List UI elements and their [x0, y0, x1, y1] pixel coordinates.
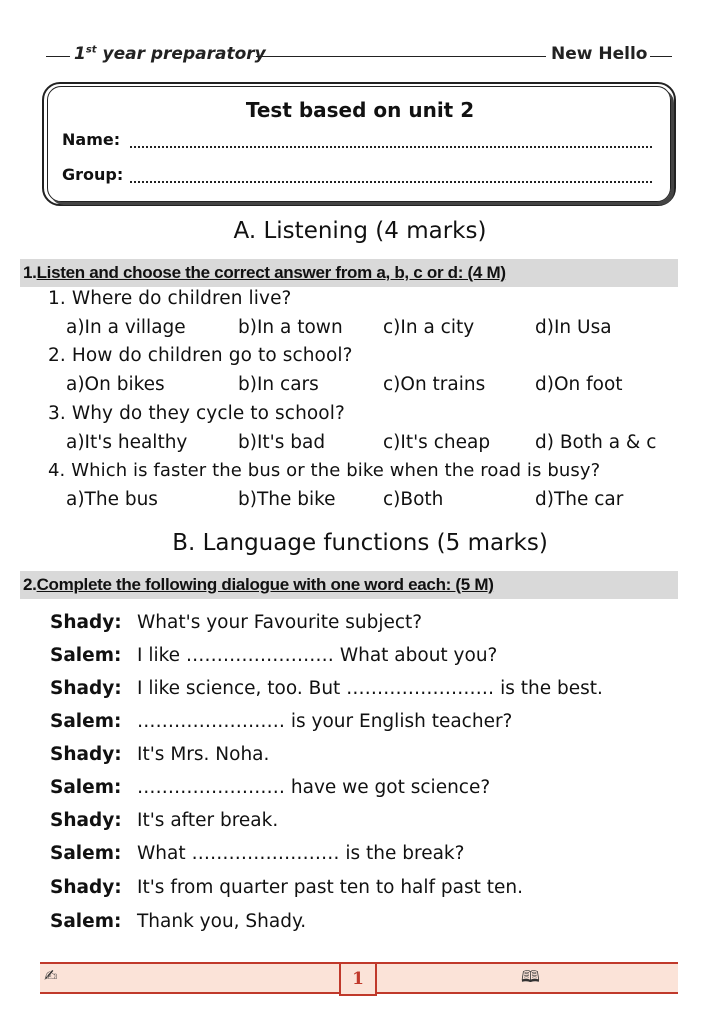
- speaker: Shady:: [50, 810, 122, 831]
- question-1: 1. Where do children live?: [48, 288, 292, 309]
- dialogue-line[interactable]: What …………………… is the break?: [137, 843, 465, 864]
- speaker: Salem:: [50, 645, 122, 666]
- dialogue-line: It's Mrs. Noha.: [137, 744, 270, 765]
- name-label: Name:: [62, 130, 121, 149]
- option-3b[interactable]: b)It's bad: [238, 432, 326, 453]
- option-1b[interactable]: b)In a town: [238, 317, 343, 338]
- group-label: Group:: [62, 165, 124, 184]
- option-1a[interactable]: a)In a village: [66, 317, 186, 338]
- name-field[interactable]: [130, 146, 652, 148]
- header-rule-right: [650, 56, 672, 57]
- option-1d[interactable]: d)In Usa: [535, 317, 612, 338]
- instruction-text: Complete the following dialogue with one word each: (5 M): [36, 575, 494, 594]
- instruction-bar-1: [20, 259, 678, 287]
- option-3c[interactable]: c)It's cheap: [383, 432, 491, 453]
- speaker: Salem:: [50, 911, 122, 932]
- dialogue-line[interactable]: I like …………………… What about you?: [137, 645, 498, 666]
- grade-label: 1st year preparatory: [74, 44, 266, 64]
- section-b-title: B. Language functions (5 marks): [172, 530, 548, 556]
- dialogue-line: Thank you, Shady.: [137, 911, 307, 932]
- group-field[interactable]: [130, 181, 652, 183]
- dialogue-line: It's from quarter past ten to half past ten.: [137, 877, 524, 898]
- instruction-bar-2: [20, 571, 678, 599]
- option-4b[interactable]: b)The bike: [238, 489, 336, 510]
- header-rule-middle: [256, 56, 546, 57]
- option-2b[interactable]: b)In cars: [238, 374, 319, 395]
- option-2a[interactable]: a)On bikes: [66, 374, 165, 395]
- instruction-text: Listen and choose the correct answer from a, b, c or d: (4 M): [36, 263, 506, 282]
- speaker: Salem:: [50, 777, 122, 798]
- page-number: 1: [339, 962, 377, 996]
- book-title: New Hello: [551, 44, 648, 64]
- speaker: Shady:: [50, 612, 122, 633]
- question-2: 2. How do children go to school?: [48, 345, 353, 366]
- section-a-title: A. Listening (4 marks): [233, 218, 487, 244]
- dialogue-line[interactable]: …………………… is your English teacher?: [137, 711, 513, 732]
- option-3d[interactable]: d) Both a & c: [535, 432, 657, 453]
- dialogue-line: What's your Favourite subject?: [137, 612, 423, 633]
- book-icon: 🕮: [521, 967, 540, 986]
- header-rule-left: [46, 56, 70, 57]
- option-4a[interactable]: a)The bus: [66, 489, 158, 510]
- test-title: Test based on unit 2: [245, 98, 475, 122]
- speaker: Salem:: [50, 711, 122, 732]
- speaker: Shady:: [50, 744, 122, 765]
- option-1c[interactable]: c)In a city: [383, 317, 475, 338]
- option-4c[interactable]: c)Both: [383, 489, 444, 510]
- option-3a[interactable]: a)It's healthy: [66, 432, 188, 453]
- dialogue-line[interactable]: I like science, too. But …………………… is the best.: [137, 678, 603, 699]
- instruction-number: 2.: [23, 575, 37, 594]
- question-4: 4. Which is faster the bus or the bike when the road is busy?: [48, 460, 601, 481]
- speaker: Shady:: [50, 678, 122, 699]
- instruction-number: 1.: [23, 263, 37, 282]
- question-3: 3. Why do they cycle to school?: [48, 403, 345, 424]
- writing-hand-icon: ✍: [44, 966, 58, 985]
- option-4d[interactable]: d)The car: [535, 489, 624, 510]
- dialogue-line[interactable]: …………………… have we got science?: [137, 777, 491, 798]
- option-2d[interactable]: d)On foot: [535, 374, 623, 395]
- option-2c[interactable]: c)On trains: [383, 374, 486, 395]
- speaker: Salem:: [50, 843, 122, 864]
- speaker: Shady:: [50, 877, 122, 898]
- dialogue-line: It's after break.: [137, 810, 279, 831]
